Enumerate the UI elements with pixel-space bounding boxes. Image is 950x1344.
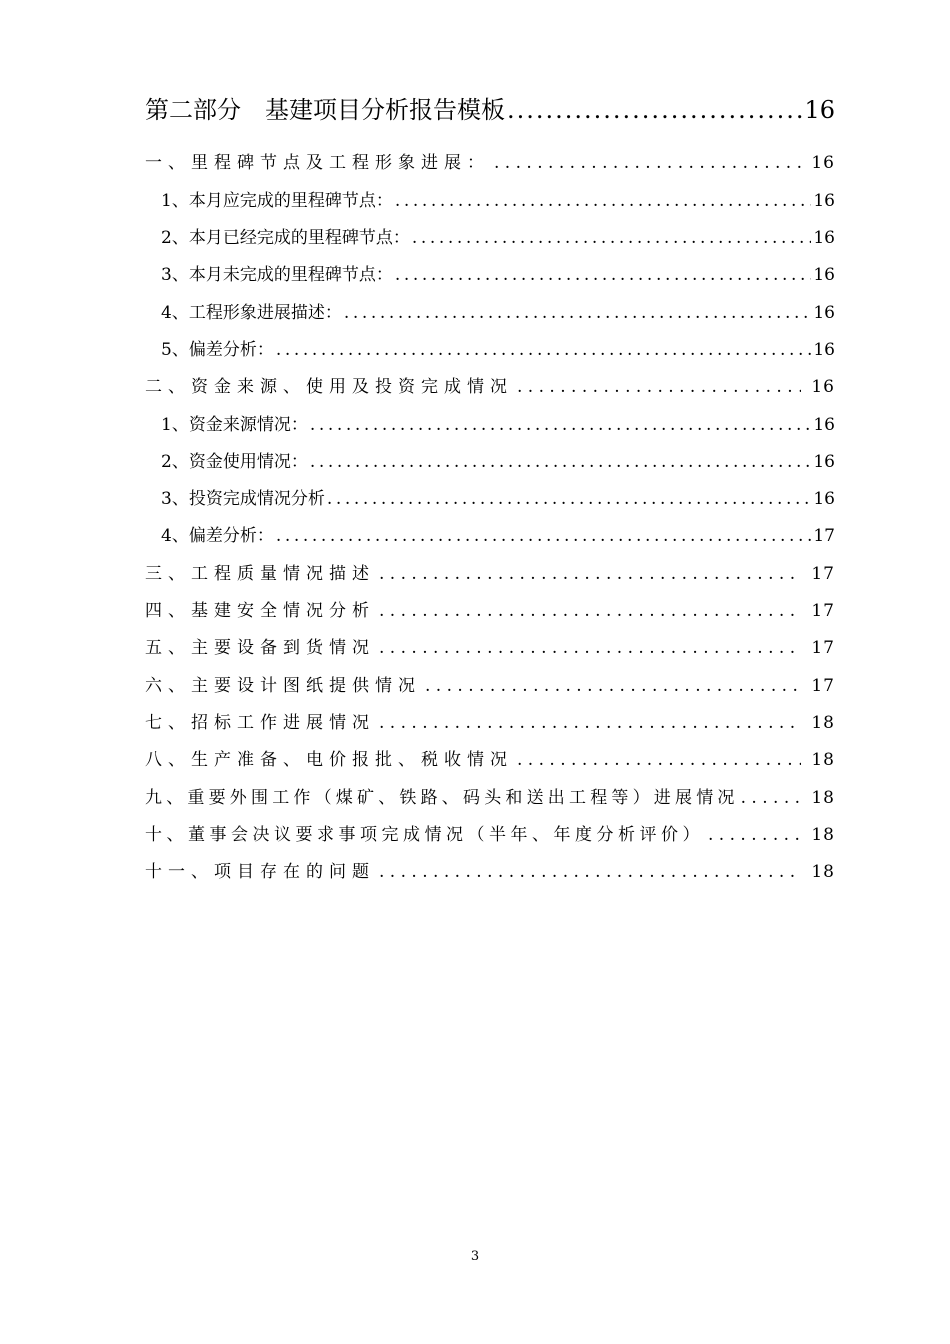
toc-page-number: 16: [811, 377, 835, 397]
toc-entry-label: 十一、项目存在的问题: [145, 862, 375, 882]
toc-section[interactable]: [145, 596, 835, 621]
toc-entry-label: 十、董事会决议要求事项完成情况（半年、年度分析评价）: [145, 825, 704, 845]
toc-page-number: 17: [811, 676, 835, 696]
toc-subsection[interactable]: [145, 521, 835, 546]
toc-subsection[interactable]: [145, 186, 835, 211]
toc-section[interactable]: [145, 671, 835, 696]
toc-page-number: 16: [813, 340, 835, 360]
page-number-footer: 3: [470, 1249, 480, 1264]
toc-entry-label: 4、偏差分析：: [161, 526, 274, 546]
toc-leader-dots: [310, 415, 812, 435]
toc-page-number: 17: [811, 638, 835, 658]
toc-page-number: 17: [811, 564, 835, 584]
toc-part-heading[interactable]: [145, 90, 835, 125]
toc-entry-label: 2、本月已经完成的里程碑节点：: [161, 228, 410, 248]
toc-entry-label: 七、招标工作进展情况: [145, 713, 375, 733]
toc-page-number: 16: [813, 191, 835, 211]
toc-page-number: 16: [813, 489, 835, 509]
toc-leader-dots: [276, 526, 812, 546]
toc-entry-label: 八、生产准备、电价报批、税收情况: [145, 750, 513, 770]
toc-leader-dots: [708, 825, 801, 845]
toc-entry-label: 1、本月应完成的里程碑节点：: [161, 191, 393, 211]
toc-leader-dots: [310, 452, 812, 472]
toc-leader-dots: [395, 191, 812, 211]
toc-page-number: 18: [811, 788, 835, 808]
toc-entry-label: 四、基建安全情况分析: [145, 601, 375, 621]
toc-subsection[interactable]: [145, 447, 835, 472]
toc-leader-dots: [412, 228, 812, 248]
toc-section[interactable]: [145, 559, 835, 584]
toc-section[interactable]: [145, 857, 835, 882]
toc-section[interactable]: [145, 708, 835, 733]
toc-leader-dots: [379, 713, 801, 733]
toc-leader-dots: [327, 489, 812, 509]
toc-section[interactable]: [145, 745, 835, 770]
toc-entry-label: 3、本月未完成的里程碑节点：: [161, 265, 393, 285]
toc-page-number: 16: [811, 153, 835, 173]
toc-leader-dots: [507, 96, 802, 124]
toc-page-number: 16: [813, 228, 835, 248]
toc-leader-dots: [276, 340, 812, 360]
toc-entry-label: 2、资金使用情况：: [161, 452, 308, 472]
toc-section[interactable]: [145, 820, 835, 845]
toc-subsection[interactable]: [145, 410, 835, 435]
toc-entry-label: 五、主要设备到货情况: [145, 638, 375, 658]
toc-leader-dots: [425, 676, 801, 696]
toc-leader-dots: [379, 564, 801, 584]
toc-entry-label: 六、主要设计图纸提供情况: [145, 676, 421, 696]
toc-entry-label: 二、资金来源、使用及投资完成情况: [145, 377, 513, 397]
toc-subsection[interactable]: [145, 484, 835, 509]
toc-page-number: 18: [811, 825, 835, 845]
toc-page-number: 18: [811, 862, 835, 882]
toc-leader-dots: [494, 153, 801, 173]
toc-entry-label: 3、投资完成情况分析: [161, 489, 325, 509]
toc-subsection[interactable]: [145, 223, 835, 248]
toc-subsection[interactable]: [145, 298, 835, 323]
toc-entry-label: 第二部分 基建项目分析报告模板: [145, 96, 505, 124]
toc-entry-label: 1、资金来源情况：: [161, 415, 308, 435]
toc-entry-label: 5、偏差分析：: [161, 340, 274, 360]
toc-section[interactable]: [145, 633, 835, 658]
toc-entry-label: 九、重要外围工作（煤矿、铁路、码头和送出工程等）进展情况: [145, 788, 739, 808]
toc-entry-label: 三、工程质量情况描述: [145, 564, 375, 584]
toc-section[interactable]: [145, 783, 835, 808]
toc-entry-label: 一、里程碑节点及工程形象进展：: [145, 153, 490, 173]
toc-entry-label: 4、工程形象进展描述：: [161, 303, 342, 323]
toc-page-number: 18: [811, 750, 835, 770]
toc-leader-dots: [395, 265, 812, 285]
toc-page-number: 16: [813, 452, 835, 472]
toc-leader-dots: [344, 303, 812, 323]
toc-page-number: 16: [804, 96, 835, 124]
toc-leader-dots: [379, 601, 801, 621]
toc-subsection[interactable]: [145, 260, 835, 285]
toc-leader-dots: [517, 377, 801, 397]
toc-leader-dots: [379, 638, 801, 658]
toc-leader-dots: [517, 750, 801, 770]
toc-page-number: 17: [813, 526, 835, 546]
toc-page-number: 16: [813, 303, 835, 323]
toc-leader-dots: [741, 788, 803, 808]
toc-section[interactable]: [145, 148, 835, 173]
toc-page-number: 16: [813, 265, 835, 285]
toc-page-number: 17: [811, 601, 835, 621]
toc-leader-dots: [379, 862, 801, 882]
toc-page-number: 16: [813, 415, 835, 435]
toc-page-number: 18: [811, 713, 835, 733]
toc-section[interactable]: [145, 372, 835, 397]
toc-subsection[interactable]: [145, 335, 835, 360]
